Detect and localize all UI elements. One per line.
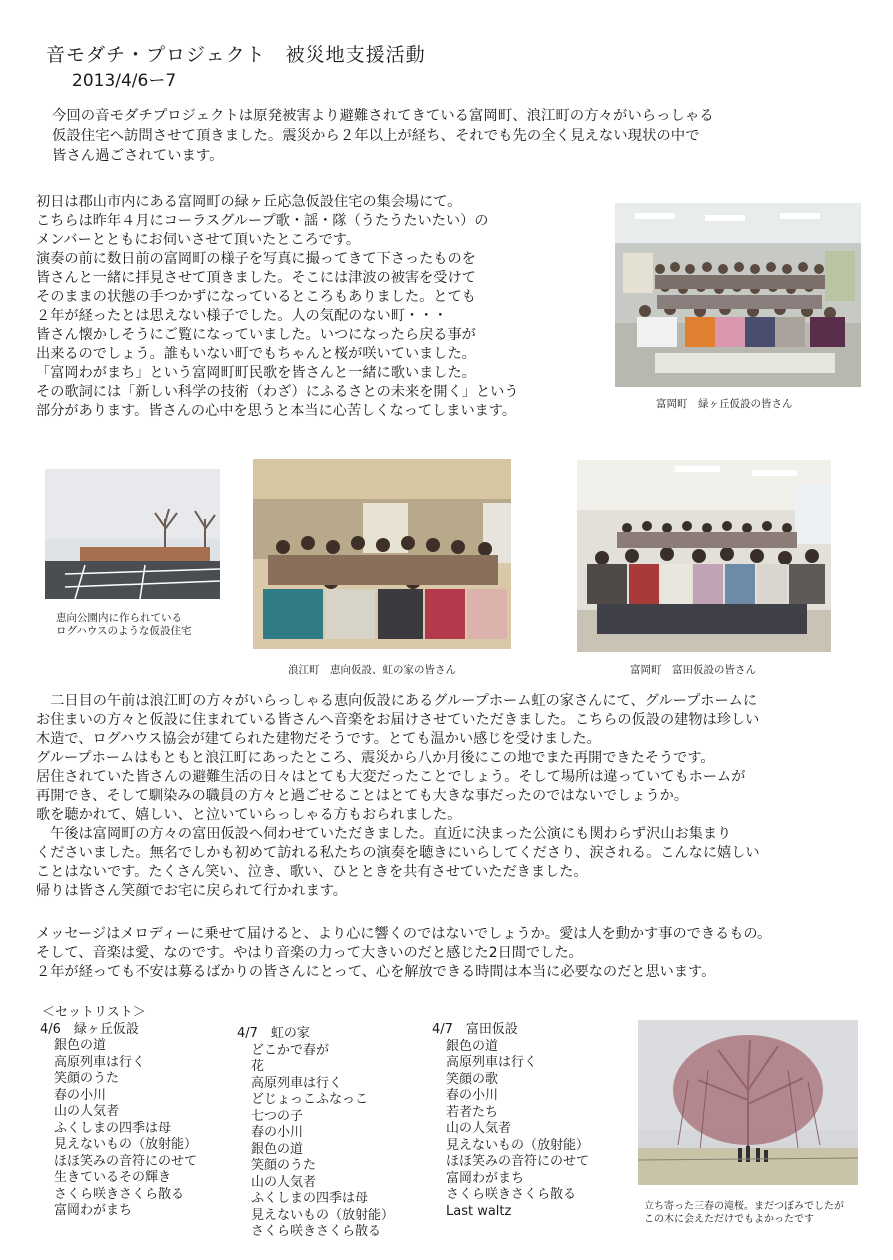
intro-paragraph — [52, 106, 852, 166]
day1-line: 皆さん懐かしそうにご覧になっていました。いつになったら戻る事が — [36, 327, 476, 343]
day1-line: メンバーとともにお伺いさせて頂いたところです。 — [36, 232, 361, 248]
day2-line: グループホームはもともと浪江町にあったところ、震災から八か月後にこの地でまた再開できたそうです。 — [36, 750, 715, 766]
setlist-song: 銀色の道 — [446, 1038, 499, 1054]
setlist-song: 山の人気者 — [251, 1174, 317, 1190]
setlist-song: 見えないもの（放射能） — [54, 1137, 198, 1152]
day2-line: くださいました。無名でしかも初めて訪れる私たちの演奏を聴きにいらしてくださり、涙される。こんなに嬉しい — [36, 845, 760, 861]
caption-niji-no-ie: 浪江町 恵向仮設、虹の家の皆さん — [288, 664, 456, 676]
setlist-song: 生きているその輝き — [54, 1170, 172, 1185]
day1-line: ２年が経ったとは思えない様子でした。人の気配のない町・・・ — [36, 308, 448, 324]
day2-paragraph — [36, 692, 866, 901]
setlist-song: 見えないもの（放射能） — [251, 1207, 395, 1223]
setlist-day3-songs — [432, 1039, 589, 1221]
photo-niji-no-ie-group — [253, 459, 511, 649]
event-date: 2013/4/6ー7 — [72, 71, 177, 91]
setlist-day1 — [40, 1005, 197, 1220]
day2-line: 帰りは皆さん笑顔でお宅に戻られて行かれます。 — [36, 883, 347, 899]
message-paragraph — [36, 925, 876, 982]
setlist-song: さくら咲きさくら散る — [251, 1224, 382, 1239]
setlist-song: 山の人気者 — [54, 1104, 120, 1119]
setlist-song: どじょっこふなっこ — [251, 1092, 369, 1107]
caption-log-house — [56, 612, 192, 638]
setlist-song: 笑顔のうた — [251, 1158, 317, 1173]
day2-line: 木造で、ログハウス協会が建てられた建物だそうです。とても温かい感じを受けました。 — [36, 731, 601, 747]
setlist-song: さくら咲きさくら散る — [54, 1186, 185, 1202]
caption-sakura-line: 立ち寄った三春の滝桜。まだつぼみでしたが — [644, 1201, 844, 1212]
day2-line: 歌を聴かれて、嬉しい、と泣いていらっしゃる方もおられました。 — [36, 807, 462, 823]
day1-line: 演奏の前に数日前の富岡町の様子を写真に撮ってきて下さったものを — [36, 251, 476, 267]
day1-line: その歌詞には「新しい科学の技術（わざ）にふるさとの未来を開く」という — [36, 384, 519, 400]
setlist-song: 山の人気者 — [446, 1121, 512, 1136]
day2-line: お住まいの方々と仮設に住まれている皆さんへ音楽をお届けさせていただきました。こちらの仮設の建物は珍しい — [36, 712, 760, 728]
setlist-song: 高原列車は行く — [251, 1075, 343, 1091]
caption-sakura — [644, 1200, 844, 1226]
day2-line: 午後は富岡町の方々の富田仮設へ伺わせていただきました。直近に決まった公演にも関わらず沢山お集まり — [36, 826, 732, 842]
setlist-day1-label: 4/6 緑ヶ丘仮設 — [40, 1021, 139, 1037]
setlist-song: どこかで春が — [251, 1042, 330, 1058]
day1-line: 部分があります。皆さんの心中を思うと本当に心苦しくなってしまいます。 — [36, 403, 517, 419]
photo-miharu-takizakura — [638, 1020, 858, 1185]
setlist-song: ふくしまの四季は母 — [251, 1191, 369, 1206]
setlist-day1-songs — [40, 1038, 197, 1220]
caption-log-house-line: 恵向公園内に作られている — [56, 612, 182, 624]
day1-line: 「富岡わがまち」という富岡町町民歌を皆さんと一緒に歌いました。 — [36, 365, 476, 381]
message-line: メッセージはメロディーに乗せて届けると、より心に響くのではないでしょうか。愛は人を動かす事のできるもの。 — [36, 926, 772, 942]
setlist-song: 銀色の道 — [54, 1038, 107, 1053]
setlist-song: 春の小川 — [251, 1125, 304, 1140]
caption-midorigaoka: 富岡町 緑ヶ丘仮設の皆さん — [656, 398, 793, 410]
setlist-song: 春の小川 — [446, 1088, 499, 1103]
setlist-song: 春の小川 — [54, 1087, 107, 1103]
intro-line: 仮設住宅へ訪問させて頂きました。震災から２年以上が経ち、それでも先の全く見えない現状の中で — [52, 128, 700, 144]
setlist-day2 — [237, 1026, 394, 1241]
message-line: そして、音楽は愛、なのです。やはり音楽の力って大きいのだと感じた2日間でした。 — [36, 945, 583, 961]
setlist-song: 見えないもの（放射能） — [446, 1137, 590, 1153]
intro-line: 今回の音モダチプロジェクトは原発被害より避難されてきている富岡町、浪江町の方々がいらっしゃる — [52, 108, 714, 124]
photo-tomita-group — [577, 460, 831, 652]
day2-line: ことはないです。たくさん笑い、泣き、歌い、ひとときを共有させていただきました。 — [36, 864, 588, 880]
setlist-song: 高原列車は行く — [446, 1055, 538, 1070]
message-line: ２年が経っても不安は募るばかりの皆さんにとって、心を解放できる時間は本当に必要なのだと思います。 — [36, 964, 716, 980]
setlist-song: ふくしまの四季は母 — [54, 1120, 172, 1136]
day1-line: こちらは昨年４月にコーラスグループ歌・謡・隊（うたうたいたい）の — [36, 213, 489, 229]
setlist-day2-songs — [237, 1043, 394, 1241]
day2-line: 居住されていた皆さんの避難生活の日々はとても大変だったことでしょう。そして場所は違っていてもホームが — [36, 769, 746, 785]
day1-line: 皆さんと一緒に拝見させて頂きました。そこには津波の被害を受けて — [36, 270, 476, 286]
day1-line: 出来るのでしょう。誰もいない町でもちゃんと桜が咲いていました。 — [36, 346, 476, 362]
day2-line: 二日目の午前は浪江町の方々がいらっしゃる恵向仮設にあるグループホーム虹の家さんにて、グループホームに — [36, 693, 758, 709]
setlist-song: 花 — [251, 1059, 265, 1074]
setlist-song: 笑顔のうた — [54, 1071, 120, 1086]
caption-tomita: 富岡町 富田仮設の皆さん — [630, 664, 756, 676]
day1-paragraph — [36, 193, 596, 421]
caption-log-house-line: ログハウスのような仮設住宅 — [56, 625, 192, 637]
caption-sakura-line: この木に会えただけでもよかったです — [644, 1214, 814, 1225]
day1-line: そのままの状態の手つかずになっているところもありました。とても — [36, 289, 476, 305]
day1-line: 初日は郡山市内にある富岡町の緑ヶ丘応急仮設住宅の集会場にて。 — [36, 194, 462, 210]
intro-line: 皆さん過ごされています。 — [52, 148, 224, 164]
photo-log-house — [45, 469, 220, 599]
setlist-day3 — [432, 1022, 589, 1220]
setlist-song: ほほ笑みの音符にのせて — [54, 1153, 198, 1169]
day2-line: 再開でき、そして馴染みの職員の方々と過ごせることはとても大きな事だったのではないでしょうか。 — [36, 788, 689, 804]
setlist-song: ほほ笑みの音符にのせて — [446, 1154, 590, 1169]
setlist-song: Last waltz — [446, 1203, 512, 1219]
setlist-day2-label: 4/7 虹の家 — [237, 1026, 310, 1041]
setlist-song: 富岡わがまち — [446, 1170, 525, 1186]
setlist-song: 七つの子 — [251, 1108, 304, 1124]
setlist-song: 笑顔の歌 — [446, 1071, 499, 1087]
setlist-day3-label: 4/7 富田仮設 — [432, 1022, 518, 1037]
page-title: 音モダチ・プロジェクト 被災地支援活動 — [46, 44, 426, 66]
photo-midorigaoka-group — [615, 203, 861, 387]
setlist-song: 高原列車は行く — [54, 1054, 146, 1070]
setlist-song: 銀色の道 — [251, 1141, 304, 1157]
setlist-song: さくら咲きさくら散る — [446, 1187, 577, 1202]
setlist-heading: ＜セットリスト＞ — [42, 1005, 146, 1020]
setlist-song: 富岡わがまち — [54, 1203, 133, 1218]
setlist-song: 若者たち — [446, 1104, 499, 1120]
